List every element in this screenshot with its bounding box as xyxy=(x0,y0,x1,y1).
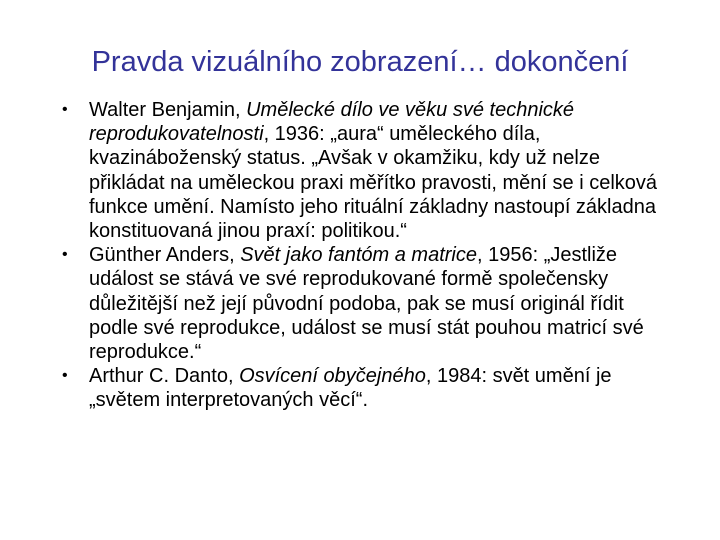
bullet-work-title: Umělecké dílo ve věku své technické reprodukovatelnosti xyxy=(89,99,575,146)
bullet-author: Arthur C. Danto, xyxy=(89,365,240,388)
bullet-author: Günther Anders, xyxy=(89,244,241,267)
bullet-icon: • xyxy=(62,367,68,385)
bullet-work-title: Osvícení obyčejného xyxy=(239,365,426,388)
slide-title: Pravda vizuálního zobrazení… dokončení xyxy=(91,46,629,78)
bullet-item-anders xyxy=(62,243,662,364)
bullet-item-danto xyxy=(62,364,662,412)
bullet-list xyxy=(62,98,662,413)
bullet-text: , 1936: „aura“ uměleckého díla, kvazináboženský status. „Avšak v okamžiku, kdy už nelze přikládat na uměleckou praxi měřítko pravosti, mění se i celková funkce umění. Namísto jeho rituální základny nastoupí základna konstituovaná jinou praxí: politikou.“ xyxy=(89,123,658,243)
bullet-icon: • xyxy=(62,101,68,118)
bullet-icon: • xyxy=(62,246,68,264)
bullet-text: , 1984: svět umění je „světem interpretovaných věcí“. xyxy=(89,365,612,412)
bullet-author: Walter Benjamin, xyxy=(89,99,247,121)
bullet-work-title: Svět jako fantóm a matrice xyxy=(240,244,477,267)
bullet-text: , 1956: „Jestliže událost se stává ve své reprodukované formě společensky důležitější než její původní podoba, pak se musí originál řídit podle své reprodukce, událost se musí stát pouhou matricí své reprodukce.“ xyxy=(89,244,644,364)
bullet-item-benjamin xyxy=(62,98,662,243)
